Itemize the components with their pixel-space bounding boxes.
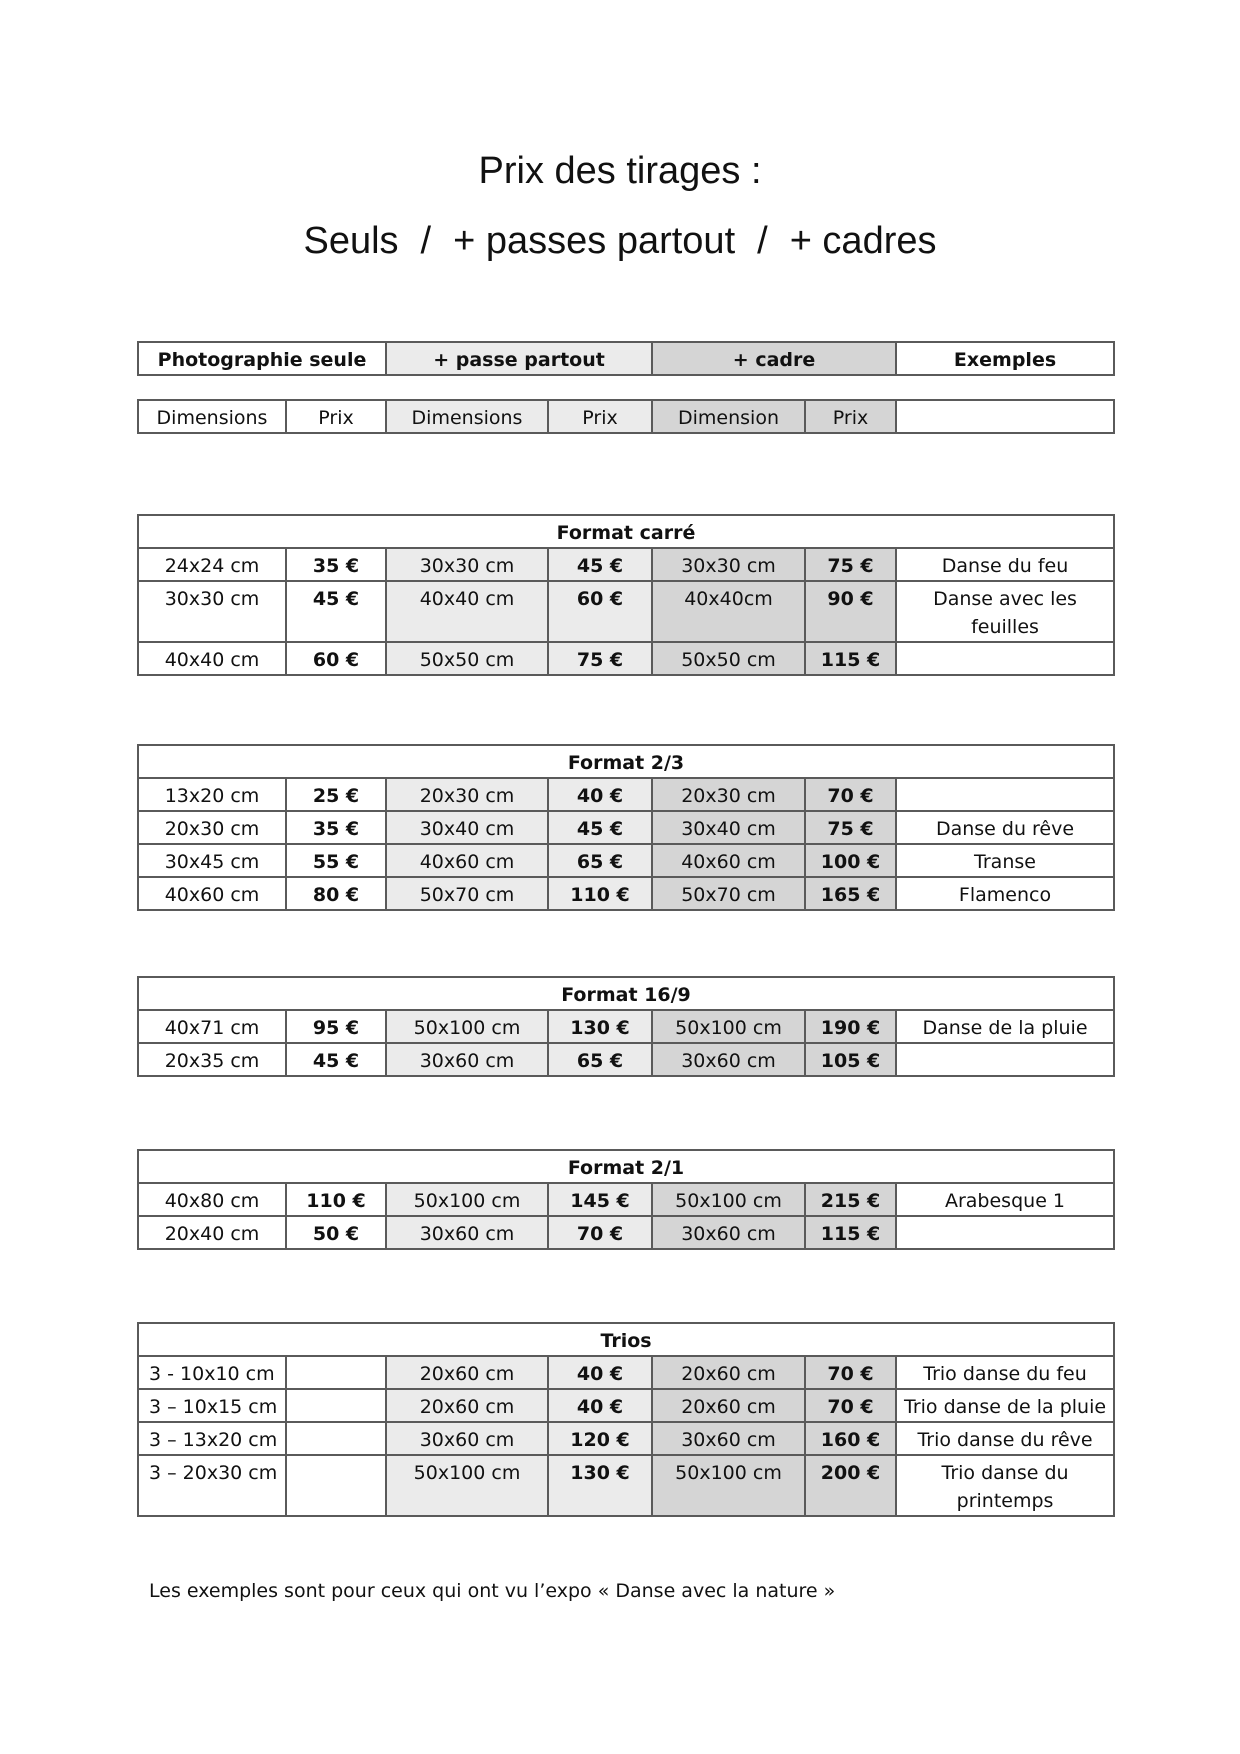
cell-cadre-prix: 70 € (805, 1389, 896, 1422)
cell-pp-prix: 65 € (548, 844, 652, 877)
cell-exemple: Danse de la pluie (896, 1010, 1114, 1043)
section-format-carre (137, 514, 1115, 676)
sub-header-row (138, 400, 1114, 433)
cell-pp-dimensions: 20x60 cm (386, 1356, 548, 1389)
cell-pp-dimensions: 30x60 cm (386, 1216, 548, 1249)
section-trios (137, 1322, 1115, 1517)
cell-pp-dimensions: 30x30 cm (386, 548, 548, 581)
cell-cadre-prix: 75 € (805, 548, 896, 581)
cell-pp-prix: 45 € (548, 811, 652, 844)
cell-pp-prix: 120 € (548, 1422, 652, 1455)
cell-pp-dimensions: 50x70 cm (386, 877, 548, 910)
cell-pp-prix: 130 € (548, 1010, 652, 1043)
cell-dimensions: 40x71 cm (138, 1010, 286, 1043)
section-title: Format 2/1 (138, 1150, 1114, 1183)
group-exemples: Exemples (896, 342, 1114, 375)
cell-cadre-prix: 105 € (805, 1043, 896, 1076)
table-row (138, 1183, 1114, 1216)
cell-exemple: Flamenco (896, 877, 1114, 910)
cell-exemple: Danse du rêve (896, 811, 1114, 844)
cell-cadre-prix: 115 € (805, 642, 896, 675)
cell-cadre-prix: 165 € (805, 877, 896, 910)
cell-pp-prix: 75 € (548, 642, 652, 675)
cell-prix: 60 € (286, 642, 386, 675)
table-row (138, 1356, 1114, 1389)
cell-cadre-prix: 70 € (805, 1356, 896, 1389)
cell-pp-prix: 45 € (548, 548, 652, 581)
cell-cadre-prix: 115 € (805, 1216, 896, 1249)
cell-pp-prix: 130 € (548, 1455, 652, 1516)
table-row (138, 811, 1114, 844)
cell-pp-prix: 145 € (548, 1183, 652, 1216)
section-title-row (138, 977, 1114, 1010)
cell-prix (286, 1455, 386, 1516)
cell-cadre-dimensions: 20x30 cm (652, 778, 805, 811)
cell-exemple: Trio danse du feu (896, 1356, 1114, 1389)
cell-exemple: Danse avec les feuilles (896, 581, 1114, 642)
section-title-row (138, 1323, 1114, 1356)
cell-dimensions: 3 - 10x10 cm (138, 1356, 286, 1389)
sub-dimensions: Dimensions (386, 400, 548, 433)
cell-exemple: Arabesque 1 (896, 1183, 1114, 1216)
cell-exemple: Transe (896, 844, 1114, 877)
cell-pp-dimensions: 50x100 cm (386, 1010, 548, 1043)
cell-cadre-prix: 75 € (805, 811, 896, 844)
sub-exemples (896, 400, 1114, 433)
section-format-2-3 (137, 744, 1115, 911)
table-row (138, 877, 1114, 910)
cell-exemple: Danse du feu (896, 548, 1114, 581)
cell-prix: 35 € (286, 548, 386, 581)
cell-dimensions: 30x30 cm (138, 581, 286, 642)
cell-cadre-dimensions: 30x60 cm (652, 1216, 805, 1249)
cell-pp-dimensions: 50x50 cm (386, 642, 548, 675)
cell-exemple (896, 1043, 1114, 1076)
table-row (138, 1389, 1114, 1422)
cell-dimensions: 20x35 cm (138, 1043, 286, 1076)
subtitle-separator: / (757, 220, 768, 262)
section-title: Format carré (138, 515, 1114, 548)
cell-cadre-prix: 90 € (805, 581, 896, 642)
cell-cadre-dimensions: 50x100 cm (652, 1455, 805, 1516)
cell-cadre-dimensions: 20x60 cm (652, 1356, 805, 1389)
cell-prix (286, 1422, 386, 1455)
table-row (138, 1043, 1114, 1076)
cell-cadre-dimensions: 50x100 cm (652, 1010, 805, 1043)
cell-pp-prix: 60 € (548, 581, 652, 642)
table-row (138, 844, 1114, 877)
cell-cadre-dimensions: 50x100 cm (652, 1183, 805, 1216)
cell-dimensions: 20x40 cm (138, 1216, 286, 1249)
cell-cadre-prix: 100 € (805, 844, 896, 877)
table-row (138, 1216, 1114, 1249)
section-title: Format 16/9 (138, 977, 1114, 1010)
group-header-table (137, 341, 1115, 376)
cell-prix: 110 € (286, 1183, 386, 1216)
subtitle-separator: / (420, 220, 432, 262)
group-photo-seule: Photographie seule (138, 342, 386, 375)
section-format-2-1 (137, 1149, 1115, 1250)
sub-prix: Prix (286, 400, 386, 433)
cell-prix: 35 € (286, 811, 386, 844)
subtitle-passes-partout: + passes partout (453, 220, 736, 262)
cell-pp-dimensions: 20x30 cm (386, 778, 548, 811)
cell-dimensions: 30x45 cm (138, 844, 286, 877)
cell-pp-prix: 70 € (548, 1216, 652, 1249)
cell-cadre-dimensions: 30x30 cm (652, 548, 805, 581)
cell-pp-dimensions: 50x100 cm (386, 1183, 548, 1216)
table-row (138, 778, 1114, 811)
cell-cadre-dimensions: 40x60 cm (652, 844, 805, 877)
sub-dimensions: Dimensions (138, 400, 286, 433)
sub-prix: Prix (548, 400, 652, 433)
cell-cadre-dimensions: 50x70 cm (652, 877, 805, 910)
cell-dimensions: 40x40 cm (138, 642, 286, 675)
table-row (138, 548, 1114, 581)
cell-cadre-prix: 215 € (805, 1183, 896, 1216)
cell-pp-dimensions: 40x40 cm (386, 581, 548, 642)
table-row (138, 1010, 1114, 1043)
footnote: Les exemples sont pour ceux qui ont vu l’expo « Danse avec la nature » (149, 1580, 836, 1602)
table-row (138, 1422, 1114, 1455)
section-title-row (138, 515, 1114, 548)
cell-cadre-dimensions: 50x50 cm (652, 642, 805, 675)
sub-header-table (137, 399, 1115, 434)
cell-pp-prix: 40 € (548, 778, 652, 811)
cell-cadre-prix: 200 € (805, 1455, 896, 1516)
cell-exemple: Trio danse du rêve (896, 1422, 1114, 1455)
cell-pp-dimensions: 50x100 cm (386, 1455, 548, 1516)
cell-prix: 25 € (286, 778, 386, 811)
cell-pp-dimensions: 30x60 cm (386, 1043, 548, 1076)
cell-dimensions: 40x80 cm (138, 1183, 286, 1216)
cell-cadre-prix: 70 € (805, 778, 896, 811)
sub-dimension: Dimension (652, 400, 805, 433)
section-format-16-9 (137, 976, 1115, 1077)
cell-cadre-dimensions: 30x60 cm (652, 1043, 805, 1076)
group-header-row (138, 342, 1114, 375)
section-title-row (138, 745, 1114, 778)
cell-prix: 95 € (286, 1010, 386, 1043)
cell-pp-prix: 110 € (548, 877, 652, 910)
table-row (138, 1455, 1114, 1516)
cell-cadre-dimensions: 20x60 cm (652, 1389, 805, 1422)
cell-dimensions: 3 – 13x20 cm (138, 1422, 286, 1455)
cell-prix: 80 € (286, 877, 386, 910)
cell-exemple (896, 778, 1114, 811)
cell-pp-prix: 40 € (548, 1356, 652, 1389)
cell-dimensions: 20x30 cm (138, 811, 286, 844)
cell-dimensions: 3 – 10x15 cm (138, 1389, 286, 1422)
cell-cadre-dimensions: 30x40 cm (652, 811, 805, 844)
section-title-row (138, 1150, 1114, 1183)
cell-prix (286, 1356, 386, 1389)
cell-pp-prix: 40 € (548, 1389, 652, 1422)
cell-prix (286, 1389, 386, 1422)
group-passe-partout: + passe partout (386, 342, 652, 375)
cell-exemple (896, 642, 1114, 675)
cell-dimensions: 3 – 20x30 cm (138, 1455, 286, 1516)
cell-prix: 55 € (286, 844, 386, 877)
cell-pp-dimensions: 20x60 cm (386, 1389, 548, 1422)
cell-cadre-dimensions: 30x60 cm (652, 1422, 805, 1455)
subtitle-seuls: Seuls (303, 220, 399, 262)
table-row (138, 581, 1114, 642)
cell-exemple: Trio danse du printemps (896, 1455, 1114, 1516)
page-subtitle (0, 222, 1240, 260)
section-title: Trios (138, 1323, 1114, 1356)
group-cadre: + cadre (652, 342, 896, 375)
cell-cadre-prix: 160 € (805, 1422, 896, 1455)
cell-prix: 50 € (286, 1216, 386, 1249)
cell-pp-prix: 65 € (548, 1043, 652, 1076)
sub-prix: Prix (805, 400, 896, 433)
cell-exemple: Trio danse de la pluie (896, 1389, 1114, 1422)
cell-prix: 45 € (286, 1043, 386, 1076)
cell-dimensions: 40x60 cm (138, 877, 286, 910)
cell-pp-dimensions: 40x60 cm (386, 844, 548, 877)
cell-exemple (896, 1216, 1114, 1249)
section-title: Format 2/3 (138, 745, 1114, 778)
subtitle-cadres: + cadres (789, 220, 937, 262)
cell-pp-dimensions: 30x40 cm (386, 811, 548, 844)
cell-prix: 45 € (286, 581, 386, 642)
table-row (138, 642, 1114, 675)
cell-dimensions: 24x24 cm (138, 548, 286, 581)
cell-pp-dimensions: 30x60 cm (386, 1422, 548, 1455)
cell-cadre-dimensions: 40x40cm (652, 581, 805, 642)
cell-cadre-prix: 190 € (805, 1010, 896, 1043)
page-title: Prix des tirages : (478, 150, 762, 192)
cell-dimensions: 13x20 cm (138, 778, 286, 811)
